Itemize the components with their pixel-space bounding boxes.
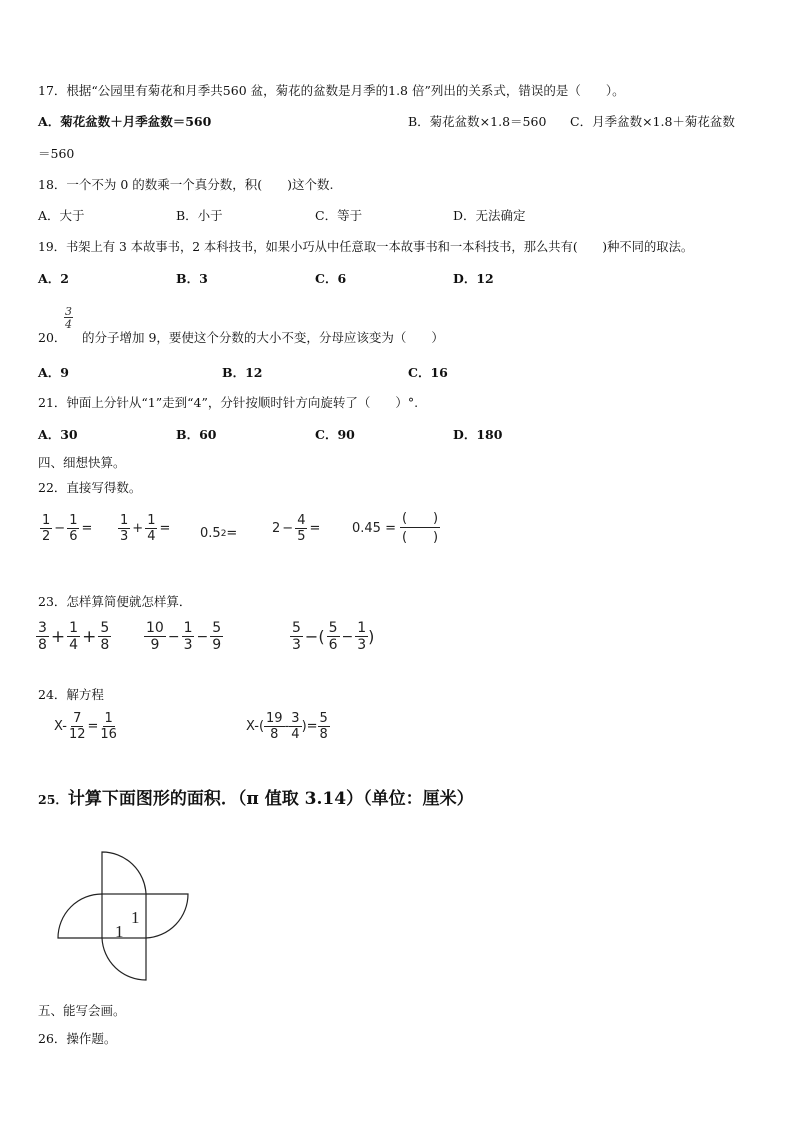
- q21-option-b: B．60: [176, 427, 217, 442]
- fraction-numerator: 5: [100, 620, 110, 636]
- fraction-numerator: 1: [120, 513, 129, 528]
- blank-numerator: ( ): [401, 511, 439, 526]
- question-20-number: 20．: [38, 330, 67, 345]
- q19-option-a: A．2: [38, 271, 69, 286]
- question-25-heading: [38, 784, 474, 809]
- fraction-numerator: 1: [69, 513, 78, 528]
- fraction-denominator: 9: [212, 637, 222, 653]
- q18-option-a: A．大于: [38, 208, 85, 223]
- fraction-denominator: 4: [291, 727, 300, 742]
- q19-option-d: D．12: [453, 271, 494, 286]
- fraction-denominator: 16: [100, 727, 117, 742]
- operator: −: [341, 628, 354, 645]
- fraction-denominator: 6: [328, 637, 338, 653]
- q18-option-d: D．无法确定: [453, 208, 526, 223]
- fraction-denominator: 3: [292, 637, 301, 653]
- equals-sign: =: [226, 526, 238, 541]
- question-20-stem: 的分子增加 9，要使这个分数的大小不变，分母应该变为（ ）: [82, 330, 444, 345]
- q18-option-c: C．等于: [315, 208, 363, 223]
- fraction-denominator: 9: [150, 637, 160, 653]
- q24-equation-1: [54, 712, 119, 741]
- fraction-numerator: 5: [212, 620, 222, 636]
- operator: −: [282, 521, 294, 536]
- operator: -: [284, 719, 290, 734]
- blank-denominator: ( ): [401, 530, 439, 545]
- top-quarter-circle: [102, 852, 146, 894]
- fraction-numerator: 7: [73, 711, 82, 726]
- fraction-numerator: 5: [292, 620, 301, 636]
- question-25-stem: 计算下面图形的面积．（π 值取 3.14）（单位：厘米）: [67, 789, 474, 809]
- fraction-denominator: 3: [120, 529, 129, 544]
- side-label-1: 1: [115, 922, 124, 941]
- question-26-stem: 26．操作题。: [38, 1031, 117, 1046]
- fraction-numerator: 1: [42, 513, 51, 528]
- fraction-denominator: 2: [42, 529, 51, 544]
- equals-sign: =: [309, 521, 321, 536]
- q17-option-c-continued: ＝560: [38, 146, 75, 161]
- equals-sign: =: [81, 521, 93, 536]
- q20-option-b: B．12: [222, 365, 263, 380]
- side-label-2: 1: [131, 908, 140, 927]
- fraction-numerator: 10: [146, 620, 164, 636]
- question-19-stem: 19．书架上有 3 本故事书，2 本科技书，如果小巧从中任意取一本故事书和一本科技书，那么共有( )种不同的取法。: [38, 240, 694, 254]
- q22-expression-2: [118, 514, 172, 543]
- q24-equation-2: [246, 712, 330, 741]
- question-22-stem: 22．直接写得数。: [38, 480, 142, 495]
- fraction-denominator: 3: [357, 637, 367, 653]
- section-5-heading: 五、能写会画。: [38, 1003, 126, 1018]
- q21-option-d: D．180: [453, 427, 503, 442]
- q20-fraction-numerator: 3: [65, 305, 72, 318]
- fraction-numerator: 19: [266, 711, 283, 726]
- operator: −: [196, 628, 209, 645]
- question-25-number: 25．: [38, 792, 68, 807]
- exponent: 2: [220, 528, 227, 539]
- fraction-numerator: 1: [147, 513, 156, 528]
- whole-number: 2: [272, 521, 281, 536]
- fraction-numerator: 4: [297, 513, 306, 528]
- q23-expression-1: [36, 621, 111, 652]
- fraction-numerator: 1: [104, 711, 113, 726]
- fraction-denominator: 8: [270, 727, 279, 742]
- fraction-denominator: 5: [297, 529, 306, 544]
- question-24-stem: 24．解方程: [38, 687, 104, 702]
- section-4-heading: 四、细想快算。: [38, 455, 126, 470]
- fraction-numerator: 1: [183, 620, 193, 636]
- q23-expression-2: [144, 621, 223, 652]
- operator: +: [82, 626, 97, 647]
- q17-option-c: C．月季盆数×1.8＋菊花盆数: [570, 114, 735, 129]
- q20-option-c: C．16: [408, 365, 448, 380]
- bottom-quarter-circle: [102, 938, 146, 980]
- q21-option-a: A．30: [38, 427, 78, 442]
- q22-expression-3: [200, 526, 237, 541]
- fraction-denominator: 3: [183, 637, 193, 653]
- fraction-denominator: 4: [69, 637, 79, 653]
- fraction-numerator: 3: [291, 711, 300, 726]
- fraction-denominator: 6: [69, 529, 78, 544]
- equals-sign: =: [159, 521, 171, 536]
- fraction-numerator: 1: [69, 620, 79, 636]
- q17-option-b: B．菊花盆数×1.8＝560: [408, 114, 547, 129]
- base: 0.5: [200, 526, 221, 541]
- q22-expression-5: [352, 512, 440, 544]
- variable: X-(: [246, 719, 265, 734]
- q20-fraction: [64, 306, 73, 330]
- operator: +: [50, 626, 66, 647]
- area-figure: [52, 848, 194, 984]
- q20-option-a: A．9: [38, 365, 69, 380]
- right-quarter-circle: [146, 894, 188, 938]
- fraction-denominator: 8: [319, 727, 328, 742]
- operator: −: [54, 521, 66, 536]
- question-23-stem: 23．怎样算简便就怎样算．: [38, 594, 192, 609]
- q18-option-b: B．小于: [176, 208, 223, 223]
- fraction-denominator: 8: [100, 637, 110, 653]
- q22-expression-4: [272, 514, 322, 543]
- question-17-stem: 17．根据“公园里有菊花和月季共560 盆，菊花的盆数是月季的1.8 倍”列出的关系式，错误的是（ ）。: [38, 83, 625, 98]
- q19-option-b: B．3: [176, 271, 208, 286]
- fraction-denominator: 12: [68, 727, 86, 742]
- q22-expression-1: [40, 514, 94, 543]
- fraction-numerator: 1: [357, 620, 367, 636]
- variable: X-: [54, 719, 67, 734]
- q21-option-c: C．90: [315, 427, 355, 442]
- question-18-stem: 18．一个不为 0 的数乘一个真分数，积( )这个数.: [38, 177, 334, 192]
- close-paren: ): [368, 627, 375, 646]
- question-21-stem: 21．钟面上分针从“1”走到“4”，分针按顺时针方向旋转了（ ）°.: [38, 395, 419, 410]
- left-quarter-circle: [58, 894, 102, 938]
- q19-option-c: C．6: [315, 271, 347, 286]
- operator: −: [167, 628, 180, 645]
- operator: −(: [304, 627, 325, 646]
- fraction-denominator: 4: [147, 529, 156, 544]
- equals-sign: )=: [301, 719, 318, 734]
- fraction-numerator: 3: [38, 620, 47, 636]
- q20-fraction-denominator: 4: [65, 318, 72, 331]
- lhs: 0.45 =: [352, 520, 396, 536]
- fraction-numerator: 5: [328, 620, 338, 636]
- equals-sign: =: [87, 719, 99, 734]
- operator: +: [132, 521, 144, 536]
- fraction-denominator: 8: [38, 637, 47, 653]
- q23-expression-3: [290, 621, 374, 652]
- q17-option-a: A．菊花盆数＋月季盆数＝560: [38, 114, 212, 129]
- fraction-numerator: 5: [319, 711, 328, 726]
